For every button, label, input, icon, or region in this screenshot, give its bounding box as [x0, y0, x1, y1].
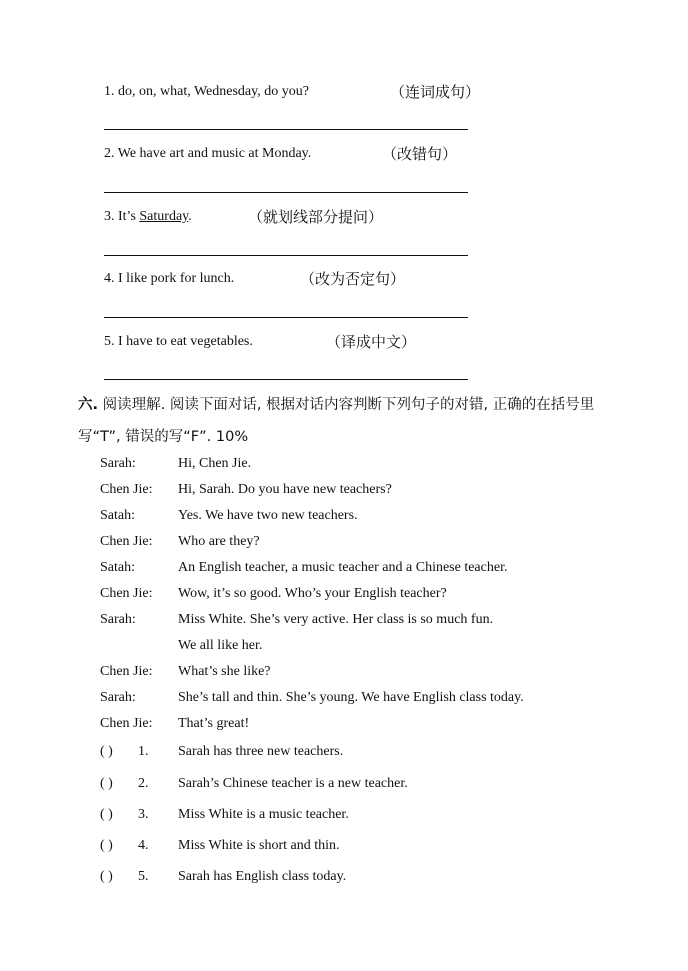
- item-number: 5.: [138, 869, 149, 884]
- item-number: 3.: [138, 807, 149, 822]
- item-number: 4.: [138, 838, 149, 853]
- speaker: Sarah:: [100, 690, 136, 705]
- tf-item-2: [100, 776, 408, 792]
- tf-item-3: [100, 807, 349, 823]
- dialogue-line: [100, 612, 493, 628]
- answer-blank[interactable]: ( ): [100, 807, 113, 822]
- question-text: 1. do, on, what, Wednesday, do you?: [104, 84, 309, 99]
- question-text: 2. We have art and music at Monday.: [104, 146, 312, 161]
- answer-line-5[interactable]: [104, 379, 468, 380]
- answer-line-4[interactable]: [104, 317, 468, 318]
- dialogue-line: [100, 664, 271, 680]
- item-text: Sarah’s Chinese teacher is a new teacher.: [178, 776, 408, 791]
- question-note: （连词成句）: [390, 83, 481, 101]
- speaker: Chen Jie:: [100, 586, 153, 601]
- answer-line-1[interactable]: [104, 129, 468, 130]
- utterance: Wow, it’s so good. Who’s your English teacher?: [178, 586, 447, 601]
- question-text-pre: 3. It’s: [104, 209, 140, 224]
- tf-item-4: [100, 838, 340, 854]
- utterance: Hi, Sarah. Do you have new teachers?: [178, 482, 392, 497]
- question-text: 5. I have to eat vegetables.: [104, 334, 253, 349]
- item-number: 1.: [138, 744, 149, 759]
- question-5: [104, 333, 417, 351]
- speaker: Sarah:: [100, 612, 136, 627]
- utterance: Hi, Chen Jie.: [178, 456, 252, 471]
- item-number: 2.: [138, 776, 149, 791]
- utterance: Yes. We have two new teachers.: [178, 508, 358, 523]
- utterance: She’s tall and thin. She’s young. We have English class today.: [178, 690, 524, 705]
- speaker: Chen Jie:: [100, 716, 153, 731]
- question-note: （改错句）: [382, 145, 458, 163]
- question-note: （改为否定句）: [300, 270, 406, 288]
- section-6-heading: [78, 389, 623, 453]
- dialogue-line: [100, 534, 260, 550]
- dialogue-line: [100, 482, 392, 498]
- speaker: Chen Jie:: [100, 482, 153, 497]
- answer-blank[interactable]: ( ): [100, 744, 113, 759]
- utterance: We all like her.: [178, 638, 263, 653]
- dialogue-line: [100, 508, 358, 524]
- dialogue-line: [100, 586, 447, 602]
- question-text: 4. I like pork for lunch.: [104, 271, 235, 286]
- section-number: 六.: [78, 397, 99, 413]
- question-note: （译成中文）: [326, 333, 417, 351]
- tf-item-5: [100, 869, 346, 885]
- speaker: Satah:: [100, 560, 135, 575]
- answer-blank[interactable]: ( ): [100, 838, 113, 853]
- answer-line-2[interactable]: [104, 192, 468, 193]
- question-4: [104, 270, 406, 288]
- utterance: Miss White. She’s very active. Her class is so much fun.: [178, 612, 494, 627]
- speaker: Chen Jie:: [100, 534, 153, 549]
- dialogue-line: [100, 716, 249, 732]
- question-note: （就划线部分提问）: [248, 208, 384, 226]
- utterance: An English teacher, a music teacher and a Chinese teacher.: [178, 560, 508, 575]
- dialogue-line: [100, 638, 262, 654]
- dialogue-line: [100, 560, 507, 576]
- item-text: Sarah has English class today.: [178, 869, 347, 884]
- speaker: Satah:: [100, 508, 135, 523]
- question-2: [104, 145, 458, 163]
- underlined-word: Saturday: [139, 209, 189, 224]
- speaker: Chen Jie:: [100, 664, 153, 679]
- item-text: Sarah has three new teachers.: [178, 744, 344, 759]
- speaker: Sarah:: [100, 456, 136, 471]
- utterance: What’s she like?: [178, 664, 271, 679]
- item-text: Miss White is a music teacher.: [178, 807, 349, 822]
- tf-item-1: [100, 744, 343, 760]
- answer-line-3[interactable]: [104, 255, 468, 256]
- utterance: Who are they?: [178, 534, 260, 549]
- utterance: That’s great!: [178, 716, 250, 731]
- answer-blank[interactable]: ( ): [100, 776, 113, 791]
- section-instruction: 阅读理解. 阅读下面对话, 根据对话内容判断下列句子的对错, 正确的在括号里写“T”, 错误的写“F”. 10%: [78, 397, 595, 445]
- question-1: [104, 83, 481, 101]
- answer-blank[interactable]: ( ): [100, 869, 113, 884]
- dialogue-line: [100, 456, 251, 472]
- dialogue-line: [100, 690, 524, 706]
- question-text-post: .: [188, 209, 192, 224]
- question-3: [104, 208, 384, 226]
- item-text: Miss White is short and thin.: [178, 838, 340, 853]
